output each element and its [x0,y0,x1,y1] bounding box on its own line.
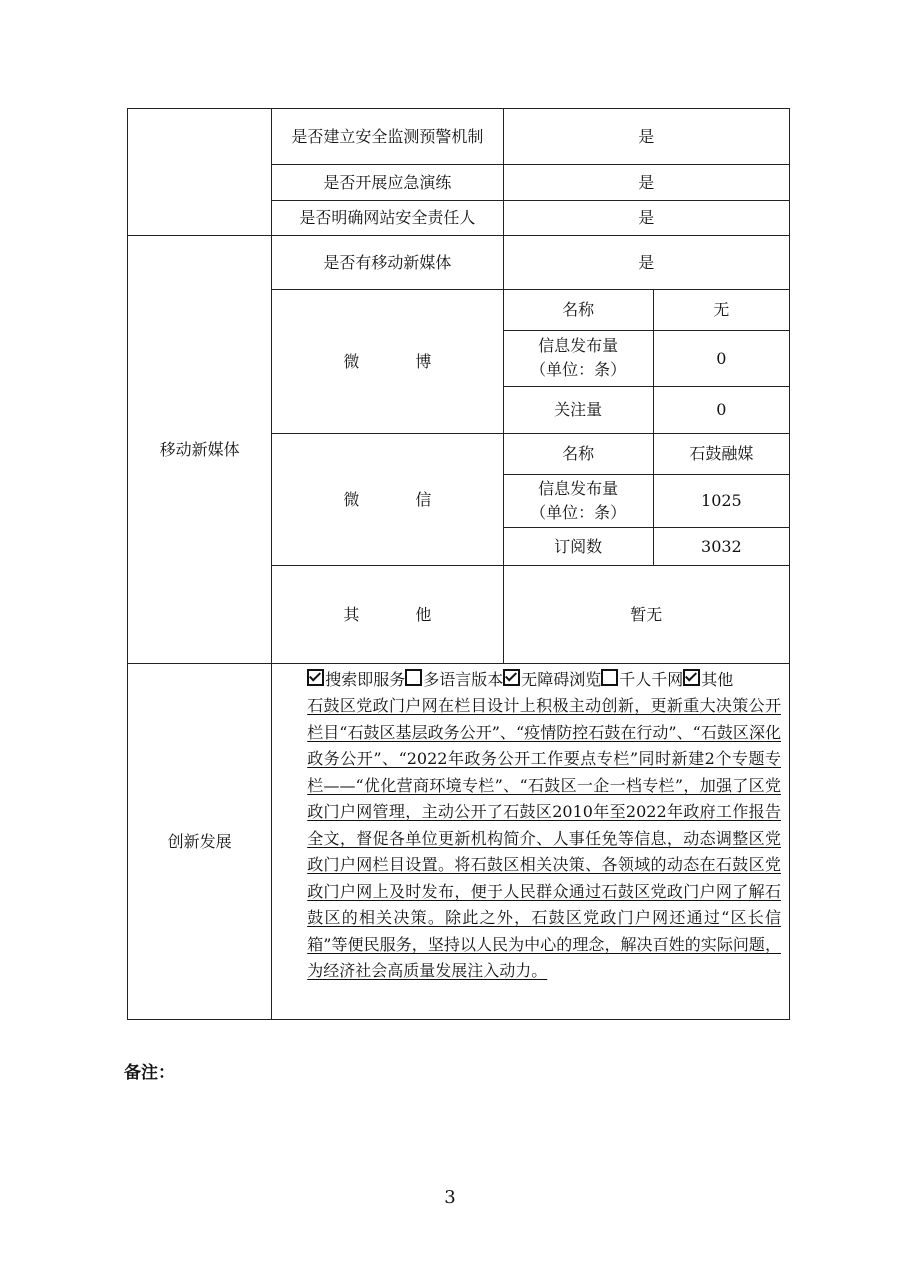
wechat-label [272,434,503,566]
row-label [272,109,503,165]
checkbox-icon [405,669,422,686]
other-value: 暂无 [503,566,789,664]
option-label: 无障碍浏览 [521,670,602,689]
weibo-name-label: 名称 [503,290,653,331]
wechat-name-label: 名称 [503,434,653,475]
has-media-label: 是否有移动新媒体 [272,236,503,290]
innovation-description: 石鼓区党政门户网在栏目设计上积极主动创新，更新重大决策公开栏目“石鼓区基层政务公开”、“疫情防控石鼓在行动”、“石鼓区深化政务公开”、“2022年政务公开工作要点专栏”同时新建2个专题专栏——“优化营商环境专栏”、“石鼓区一企一档专栏”，加强了区党政门户网管理，主动公开了石鼓区2010年至2022年政府工作报告全文，督促各单位更新机构简介、人事任免等信息，动态调整区党政门户网栏目设置。将石鼓区相关决策、各领域的动态在石鼓区党政门户网上及时发布，便于人民群众通过石鼓区党政门户网了解石鼓区的相关决策。除此之外，石鼓区党政门户网还通过“区长信箱”等便民服务，坚持以人民为中心的理念，解决百姓的实际问题，为经济社会高质量发展注入动力。 [307,696,781,980]
weibo-name-value: 无 [653,290,789,331]
row-label: 是否明确网站安全责任人 [272,201,503,236]
row-label: 是否开展应急演练 [272,165,503,201]
innovation-content [272,664,790,1020]
weibo-posts-value: 0 [653,331,789,387]
security-section-cell [128,109,272,236]
option-other [683,670,733,689]
page-number: 3 [444,1187,456,1208]
report-table [127,108,790,1020]
weibo-followers-label: 关注量 [503,387,653,434]
checkbox-icon [307,669,324,686]
checkbox-icon [683,669,700,686]
table-row [128,236,790,290]
mobile-section-label: 移动新媒体 [128,236,272,664]
table-row [128,664,790,1020]
wechat-posts-value: 1025 [653,475,789,528]
option-label: 多语言版本 [423,670,504,689]
option-accessibility [503,670,601,689]
option-label: 千人千网 [619,670,684,689]
weibo-followers-value: 0 [653,387,789,434]
row-value: 是 [503,165,789,201]
option-multilingual [405,670,503,689]
weibo-posts-label [503,331,653,387]
weibo-posts-label-text: 信息发布量（单位：条） [530,336,627,379]
weibo-label [272,290,503,434]
wechat-subs-value: 3032 [653,528,789,566]
wechat-posts-label-text: 信息发布量（单位：条） [530,478,627,522]
option-personalized [601,670,683,689]
innovation-options [307,667,781,693]
checkbox-icon [601,669,618,686]
row-value: 是 [503,109,789,165]
checkbox-icon [503,669,520,686]
wechat-subs-label: 订阅数 [503,528,653,566]
wechat-posts-label [503,475,653,528]
innovation-section-label: 创新发展 [128,664,272,1020]
other-label-text: 其 他 [343,604,452,624]
wechat-name-value: 石鼓融媒 [653,434,789,475]
remarks-label: 备注： [124,1063,175,1083]
other-label [272,566,503,664]
row-value: 是 [503,201,789,236]
has-media-value: 是 [503,236,789,290]
weibo-label-text: 微 博 [343,351,452,371]
option-search-service [307,670,405,689]
table-row [128,109,790,165]
wechat-label-text: 微 信 [343,489,452,509]
option-label: 搜索即服务 [325,670,406,689]
monitoring-label: 是否建立安全监测预警机制 [291,126,484,146]
option-label: 其他 [701,670,734,689]
